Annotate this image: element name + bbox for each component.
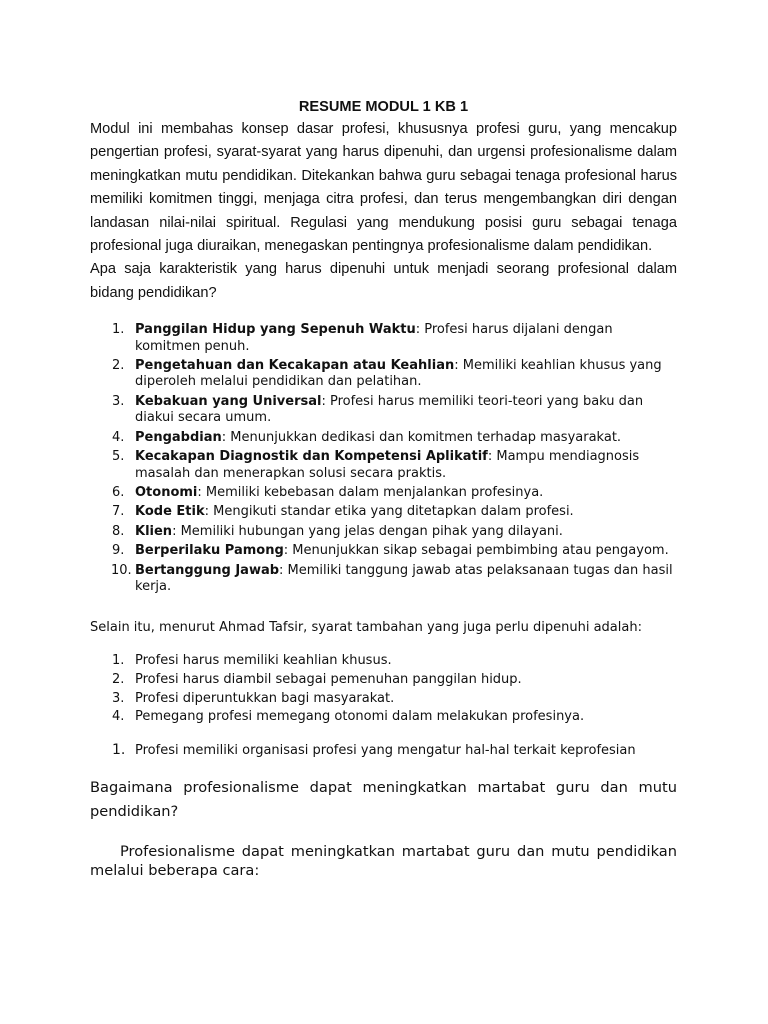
list-item-text: Profesi memiliki organisasi profesi yang mengatur hal-hal terkait keprofesian <box>135 742 636 758</box>
list-item-term: Pengabdian <box>135 429 222 445</box>
list-item-number: 10. <box>111 562 132 578</box>
list-item <box>90 709 677 725</box>
document-title: RESUME MODUL 1 KB 1 <box>298 99 469 115</box>
list-item <box>90 322 677 355</box>
document-page <box>90 96 677 880</box>
list-item-number: 4. <box>112 429 125 445</box>
question-characteristics: Apa saja karakteristik yang harus dipenuhi untuk menjadi seorang profesional dalam bidang pendidikan? <box>90 261 677 301</box>
list-item-term: Pengetahuan dan Kecakapan atau Keahlian <box>135 358 455 374</box>
list-item-number: 8. <box>112 523 125 539</box>
list-item <box>90 358 677 391</box>
list-item-desc: : Menunjukkan dedikasi dan komitmen terhadap masyarakat. <box>221 429 622 445</box>
list-item-text: Profesi harus diambil sebagai pemenuhan panggilan hidup. <box>135 671 522 687</box>
list-item <box>90 653 677 669</box>
list-item <box>90 543 677 559</box>
list-item-text: Profesi diperuntukkan bagi masyarakat. <box>135 690 395 706</box>
list-item <box>90 485 677 501</box>
additional-requirements-extra-list <box>90 743 677 759</box>
list-item-term: Panggilan Hidup yang Sepenuh Waktu <box>135 322 416 338</box>
question-professionalism: Bagaimana profesionalisme dapat meningkatkan martabat guru dan mutu pendidikan? <box>90 778 677 820</box>
list-item-term: Bertanggung Jawab <box>135 562 280 578</box>
list-item-desc: : Mengikuti standar etika yang ditetapkan dalam profesi. <box>204 504 574 520</box>
list-item <box>90 524 677 540</box>
list-item <box>90 672 677 688</box>
list-item-desc: : Memiliki hubungan yang jelas dengan pihak yang dilayani. <box>172 523 563 539</box>
list-item-term: Kecakapan Diagnostik dan Kompetensi Aplikatif <box>135 449 488 465</box>
list-item-number: 1. <box>112 653 125 669</box>
answer-paragraph: Profesionalisme dapat meningkatkan martabat guru dan mutu pendidikan melalui beberapa cara: <box>90 842 677 879</box>
list-item-number: 4. <box>112 709 125 725</box>
list-item-number: 6. <box>112 484 125 500</box>
list-item-term: Berperilaku Pamong <box>135 543 284 559</box>
list-item-number: 3. <box>112 393 125 409</box>
list-item-term: Kode Etik <box>135 504 205 520</box>
list-item-number: 9. <box>112 543 125 559</box>
additional-requirements-list <box>90 653 677 725</box>
list-item-number: 7. <box>112 504 125 520</box>
list-item-desc: : Profesi harus dijalani dengan komitmen penuh. <box>135 322 613 354</box>
list-item-desc: : Memiliki keahlian khusus yang diperoleh melalui pendidikan dan pelatihan. <box>135 358 662 390</box>
list-item <box>90 691 677 707</box>
list-item <box>90 430 677 446</box>
list-item-desc: : Menunjukkan sikap sebagai pembimbing atau pengayom. <box>283 543 669 559</box>
list-item-number: 1. <box>112 322 125 338</box>
list-item <box>90 449 677 482</box>
additional-intro: Selain itu, menurut Ahmad Tafsir, syarat tambahan yang juga perlu dipenuhi adalah: <box>90 620 642 636</box>
list-item-number: 1. <box>112 741 126 758</box>
list-item-number: 5. <box>112 449 125 465</box>
list-item <box>90 394 677 427</box>
list-item-text: Profesi harus memiliki keahlian khusus. <box>135 653 392 669</box>
characteristics-list <box>90 322 677 595</box>
list-item-term: Kebakuan yang Universal <box>135 393 322 409</box>
list-item-number: 3. <box>112 690 125 706</box>
list-item-term: Otonomi <box>135 484 198 500</box>
list-item-desc: : Profesi harus memiliki teori-teori yang baku dan diakui secara umum. <box>135 393 644 426</box>
list-item-desc: : Mampu mendiagnosis masalah dan menerapkan solusi secara praktis. <box>135 449 640 481</box>
list-item-term: Klien <box>135 523 173 539</box>
list-item-number: 2. <box>112 358 125 374</box>
list-item-desc: : Memiliki tanggung jawab atas pelaksanaan tugas dan hasil kerja. <box>135 562 673 594</box>
list-item <box>90 743 677 759</box>
list-item-number: 2. <box>112 671 125 687</box>
intro-paragraph: Modul ini membahas konsep dasar profesi, khususnya profesi guru, yang mencakup pengertian profesi, syarat-syarat yang harus dipenuhi, dan urgensi profesionalisme dalam meningkatkan mutu pendidikan. Ditekankan bahwa guru sebagai tenaga profesional harus memiliki komitmen tinggi, menjaga citra profesi, dan terus mengembangkan diri dengan landasan nilai-nilai spiritual. Regulasi yang mendukung posisi guru sebagai tenaga profesional juga diuraikan, menegaskan pentingnya profesionalisme dalam pendidikan. <box>90 121 677 255</box>
list-item-desc: : Memiliki kebebasan dalam menjalankan profesinya. <box>197 484 544 500</box>
list-item <box>90 504 677 520</box>
list-item-text: Pemegang profesi memegang otonomi dalam melakukan profesinya. <box>135 709 585 725</box>
list-item <box>90 563 677 596</box>
